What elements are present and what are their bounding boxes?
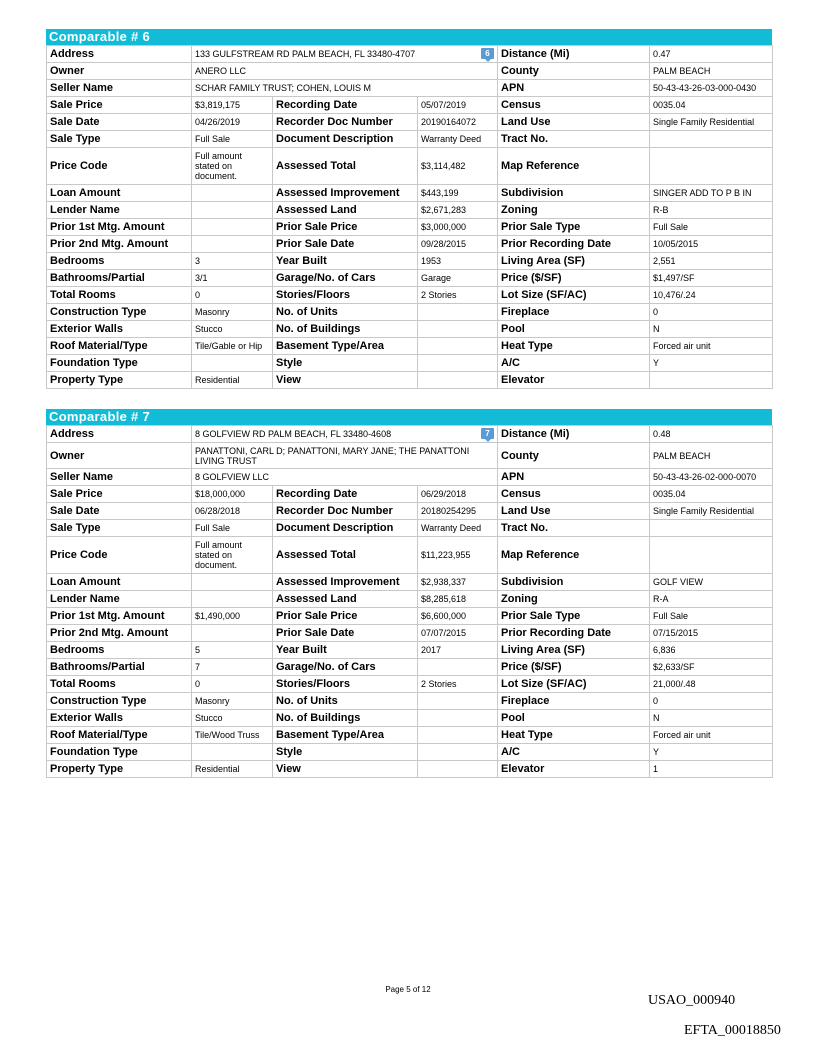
bathrooms-label: Bathrooms/Partial <box>47 659 192 676</box>
ac-label: A/C <box>498 355 650 372</box>
total-rooms-value: 0 <box>192 287 273 304</box>
bates-stamp-usao: USAO_000940 <box>648 993 736 1008</box>
page-number: Page 5 of 12 <box>385 985 431 994</box>
address-value: 133 GULFSTREAM RD PALM BEACH, FL 33480-4707 <box>195 49 416 59</box>
year-built-label: Year Built <box>273 642 418 659</box>
lender-name-value <box>192 591 273 608</box>
comparable-details-table <box>46 45 773 389</box>
view-value <box>418 372 498 389</box>
document-description-label: Document Description <box>273 131 418 148</box>
assessed-land-value: $8,285,618 <box>418 591 498 608</box>
document-description-label: Document Description <box>273 520 418 537</box>
foundation-type-value <box>192 355 273 372</box>
living-area-label: Living Area (SF) <box>498 642 650 659</box>
comparable-7-section <box>46 409 772 778</box>
distance-value: 0.47 <box>650 46 773 63</box>
view-label: View <box>273 372 418 389</box>
assessed-improvement-value: $2,938,337 <box>418 574 498 591</box>
property-type-label: Property Type <box>47 372 192 389</box>
sale-type-label: Sale Type <box>47 520 192 537</box>
owner-label: Owner <box>47 443 192 469</box>
elevator-label: Elevator <box>498 372 650 389</box>
heat-type-label: Heat Type <box>498 727 650 744</box>
prior-2nd-mtg-value <box>192 625 273 642</box>
living-area-value: 2,551 <box>650 253 773 270</box>
owner-value: PANATTONI, CARL D; PANATTONI, MARY JANE; THE PANATTONI LIVING TRUST <box>192 443 498 469</box>
prior-recording-date-label: Prior Recording Date <box>498 625 650 642</box>
construction-type-value: Masonry <box>192 693 273 710</box>
stories-label: Stories/Floors <box>273 676 418 693</box>
sale-type-label: Sale Type <box>47 131 192 148</box>
comparable-details-table <box>46 425 773 778</box>
zoning-label: Zoning <box>498 591 650 608</box>
stories-value: 2 Stories <box>418 676 498 693</box>
lot-size-value: 10,476/.24 <box>650 287 773 304</box>
recording-date-value: 05/07/2019 <box>418 97 498 114</box>
roof-material-label: Roof Material/Type <box>47 727 192 744</box>
apn-value: 50-43-43-26-03-000-0430 <box>650 80 773 97</box>
bedrooms-label: Bedrooms <box>47 253 192 270</box>
lender-name-label: Lender Name <box>47 202 192 219</box>
view-label: View <box>273 761 418 778</box>
sale-price-label: Sale Price <box>47 486 192 503</box>
county-value: PALM BEACH <box>650 63 773 80</box>
map-reference-label: Map Reference <box>498 537 650 574</box>
roof-material-value: Tile/Wood Truss <box>192 727 273 744</box>
recorder-doc-number-label: Recorder Doc Number <box>273 114 418 131</box>
ac-label: A/C <box>498 744 650 761</box>
land-use-value: Single Family Residential <box>650 503 773 520</box>
assessed-land-label: Assessed Land <box>273 591 418 608</box>
total-rooms-label: Total Rooms <box>47 287 192 304</box>
exterior-walls-value: Stucco <box>192 710 273 727</box>
zoning-value: R-B <box>650 202 773 219</box>
distance-value: 0.48 <box>650 426 773 443</box>
construction-type-value: Masonry <box>192 304 273 321</box>
seller-name-value: SCHAR FAMILY TRUST; COHEN, LOUIS M <box>192 80 498 97</box>
bates-stamp-efta: EFTA_00018850 <box>684 1023 781 1038</box>
basement-value <box>418 727 498 744</box>
census-label: Census <box>498 97 650 114</box>
price-sf-value: $2,633/SF <box>650 659 773 676</box>
garage-label: Garage/No. of Cars <box>273 270 418 287</box>
assessed-land-value: $2,671,283 <box>418 202 498 219</box>
view-value <box>418 761 498 778</box>
seller-name-label: Seller Name <box>47 469 192 486</box>
map-pin-icon: 7 <box>481 428 494 439</box>
total-rooms-label: Total Rooms <box>47 676 192 693</box>
fireplace-label: Fireplace <box>498 693 650 710</box>
county-label: County <box>498 443 650 469</box>
prior-1st-mtg-label: Prior 1st Mtg. Amount <box>47 219 192 236</box>
address-label: Address <box>47 426 192 443</box>
subdivision-label: Subdivision <box>498 185 650 202</box>
year-built-value: 2017 <box>418 642 498 659</box>
bedrooms-value: 3 <box>192 253 273 270</box>
document-description-value: Warranty Deed <box>418 131 498 148</box>
year-built-label: Year Built <box>273 253 418 270</box>
apn-value: 50-43-43-26-02-000-0070 <box>650 469 773 486</box>
comparable-title: Comparable # 7 <box>46 409 772 425</box>
no-of-units-label: No. of Units <box>273 693 418 710</box>
total-rooms-value: 0 <box>192 676 273 693</box>
lot-size-label: Lot Size (SF/AC) <box>498 287 650 304</box>
ac-value: Y <box>650 744 773 761</box>
prior-sale-price-label: Prior Sale Price <box>273 219 418 236</box>
style-value <box>418 355 498 372</box>
no-of-units-value <box>418 304 498 321</box>
prior-sale-price-value: $6,600,000 <box>418 608 498 625</box>
price-code-value: Full amount stated on document. <box>192 537 273 574</box>
comparable-title: Comparable # 6 <box>46 29 772 45</box>
heat-type-value: Forced air unit <box>650 727 773 744</box>
land-use-label: Land Use <box>498 114 650 131</box>
prior-1st-mtg-label: Prior 1st Mtg. Amount <box>47 608 192 625</box>
assessed-total-value: $11,223,955 <box>418 537 498 574</box>
tract-no-value <box>650 131 773 148</box>
prior-sale-type-label: Prior Sale Type <box>498 219 650 236</box>
tract-no-value <box>650 520 773 537</box>
heat-type-value: Forced air unit <box>650 338 773 355</box>
recording-date-label: Recording Date <box>273 486 418 503</box>
prior-2nd-mtg-label: Prior 2nd Mtg. Amount <box>47 236 192 253</box>
assessed-total-label: Assessed Total <box>273 148 418 185</box>
loan-amount-value <box>192 185 273 202</box>
sale-price-label: Sale Price <box>47 97 192 114</box>
heat-type-label: Heat Type <box>498 338 650 355</box>
apn-label: APN <box>498 469 650 486</box>
county-label: County <box>498 63 650 80</box>
comparable-6-section <box>46 29 772 389</box>
garage-value <box>418 659 498 676</box>
exterior-walls-value: Stucco <box>192 321 273 338</box>
subdivision-value: GOLF VIEW <box>650 574 773 591</box>
no-of-units-value <box>418 693 498 710</box>
owner-value: ANERO LLC <box>192 63 498 80</box>
sale-type-value: Full Sale <box>192 131 273 148</box>
loan-amount-label: Loan Amount <box>47 185 192 202</box>
assessed-improvement-label: Assessed Improvement <box>273 185 418 202</box>
prior-1st-mtg-value: $1,490,000 <box>192 608 273 625</box>
lender-name-label: Lender Name <box>47 591 192 608</box>
garage-label: Garage/No. of Cars <box>273 659 418 676</box>
foundation-type-label: Foundation Type <box>47 355 192 372</box>
county-value: PALM BEACH <box>650 443 773 469</box>
style-value <box>418 744 498 761</box>
property-type-value: Residential <box>192 372 273 389</box>
recorder-doc-number-label: Recorder Doc Number <box>273 503 418 520</box>
prior-sale-type-value: Full Sale <box>650 608 773 625</box>
elevator-value <box>650 372 773 389</box>
basement-label: Basement Type/Area <box>273 338 418 355</box>
style-label: Style <box>273 744 418 761</box>
recorder-doc-number-value: 20180254295 <box>418 503 498 520</box>
prior-2nd-mtg-label: Prior 2nd Mtg. Amount <box>47 625 192 642</box>
prior-2nd-mtg-value <box>192 236 273 253</box>
prior-recording-date-value: 10/05/2015 <box>650 236 773 253</box>
prior-recording-date-label: Prior Recording Date <box>498 236 650 253</box>
roof-material-value: Tile/Gable or Hip <box>192 338 273 355</box>
seller-name-label: Seller Name <box>47 80 192 97</box>
sale-price-value: $3,819,175 <box>192 97 273 114</box>
elevator-value: 1 <box>650 761 773 778</box>
sale-type-value: Full Sale <box>192 520 273 537</box>
prior-sale-price-value: $3,000,000 <box>418 219 498 236</box>
style-label: Style <box>273 355 418 372</box>
no-of-units-label: No. of Units <box>273 304 418 321</box>
sale-date-value: 06/28/2018 <box>192 503 273 520</box>
map-pin-icon: 6 <box>481 48 494 59</box>
pool-label: Pool <box>498 321 650 338</box>
prior-sale-type-value: Full Sale <box>650 219 773 236</box>
tract-no-label: Tract No. <box>498 131 650 148</box>
land-use-label: Land Use <box>498 503 650 520</box>
fireplace-value: 0 <box>650 693 773 710</box>
fireplace-value: 0 <box>650 304 773 321</box>
basement-value <box>418 338 498 355</box>
recorder-doc-number-value: 20190164072 <box>418 114 498 131</box>
sale-date-label: Sale Date <box>47 503 192 520</box>
bathrooms-label: Bathrooms/Partial <box>47 270 192 287</box>
zoning-value: R-A <box>650 591 773 608</box>
prior-sale-date-label: Prior Sale Date <box>273 625 418 642</box>
assessed-total-label: Assessed Total <box>273 537 418 574</box>
foundation-type-value <box>192 744 273 761</box>
bathrooms-value: 3/1 <box>192 270 273 287</box>
loan-amount-label: Loan Amount <box>47 574 192 591</box>
sale-date-label: Sale Date <box>47 114 192 131</box>
distance-label: Distance (Mi) <box>498 426 650 443</box>
prior-sale-type-label: Prior Sale Type <box>498 608 650 625</box>
assessed-improvement-value: $443,199 <box>418 185 498 202</box>
exterior-walls-label: Exterior Walls <box>47 321 192 338</box>
living-area-value: 6,836 <box>650 642 773 659</box>
price-sf-label: Price ($/SF) <box>498 270 650 287</box>
prior-recording-date-value: 07/15/2015 <box>650 625 773 642</box>
assessed-total-value: $3,114,482 <box>418 148 498 185</box>
recording-date-label: Recording Date <box>273 97 418 114</box>
recording-date-value: 06/29/2018 <box>418 486 498 503</box>
pool-value: N <box>650 710 773 727</box>
distance-label: Distance (Mi) <box>498 46 650 63</box>
sale-date-value: 04/26/2019 <box>192 114 273 131</box>
property-type-value: Residential <box>192 761 273 778</box>
prior-sale-price-label: Prior Sale Price <box>273 608 418 625</box>
exterior-walls-label: Exterior Walls <box>47 710 192 727</box>
garage-value: Garage <box>418 270 498 287</box>
elevator-label: Elevator <box>498 761 650 778</box>
no-of-buildings-label: No. of Buildings <box>273 710 418 727</box>
construction-type-label: Construction Type <box>47 693 192 710</box>
bathrooms-value: 7 <box>192 659 273 676</box>
lot-size-value: 21,000/.48 <box>650 676 773 693</box>
assessed-land-label: Assessed Land <box>273 202 418 219</box>
no-of-buildings-value <box>418 710 498 727</box>
ac-value: Y <box>650 355 773 372</box>
lender-name-value <box>192 202 273 219</box>
land-use-value: Single Family Residential <box>650 114 773 131</box>
pool-label: Pool <box>498 710 650 727</box>
fireplace-label: Fireplace <box>498 304 650 321</box>
bedrooms-label: Bedrooms <box>47 642 192 659</box>
price-code-label: Price Code <box>47 537 192 574</box>
price-code-value: Full amount stated on document. <box>192 148 273 185</box>
price-sf-label: Price ($/SF) <box>498 659 650 676</box>
map-reference-value <box>650 148 773 185</box>
prior-sale-date-value: 09/28/2015 <box>418 236 498 253</box>
lot-size-label: Lot Size (SF/AC) <box>498 676 650 693</box>
roof-material-label: Roof Material/Type <box>47 338 192 355</box>
subdivision-value: SINGER ADD TO P B IN <box>650 185 773 202</box>
apn-label: APN <box>498 80 650 97</box>
sale-price-value: $18,000,000 <box>192 486 273 503</box>
prior-sale-date-value: 07/07/2015 <box>418 625 498 642</box>
subdivision-label: Subdivision <box>498 574 650 591</box>
foundation-type-label: Foundation Type <box>47 744 192 761</box>
bedrooms-value: 5 <box>192 642 273 659</box>
basement-label: Basement Type/Area <box>273 727 418 744</box>
seller-name-value: 8 GOLFVIEW LLC <box>192 469 498 486</box>
no-of-buildings-value <box>418 321 498 338</box>
living-area-label: Living Area (SF) <box>498 253 650 270</box>
stories-value: 2 Stories <box>418 287 498 304</box>
address-label: Address <box>47 46 192 63</box>
document-description-value: Warranty Deed <box>418 520 498 537</box>
tract-no-label: Tract No. <box>498 520 650 537</box>
census-label: Census <box>498 486 650 503</box>
pool-value: N <box>650 321 773 338</box>
assessed-improvement-label: Assessed Improvement <box>273 574 418 591</box>
property-type-label: Property Type <box>47 761 192 778</box>
year-built-value: 1953 <box>418 253 498 270</box>
census-value: 0035.04 <box>650 486 773 503</box>
map-reference-value <box>650 537 773 574</box>
construction-type-label: Construction Type <box>47 304 192 321</box>
stories-label: Stories/Floors <box>273 287 418 304</box>
prior-1st-mtg-value <box>192 219 273 236</box>
owner-label: Owner <box>47 63 192 80</box>
census-value: 0035.04 <box>650 97 773 114</box>
price-sf-value: $1,497/SF <box>650 270 773 287</box>
map-reference-label: Map Reference <box>498 148 650 185</box>
address-value: 8 GOLFVIEW RD PALM BEACH, FL 33480-4608 <box>195 429 392 439</box>
price-code-label: Price Code <box>47 148 192 185</box>
prior-sale-date-label: Prior Sale Date <box>273 236 418 253</box>
no-of-buildings-label: No. of Buildings <box>273 321 418 338</box>
loan-amount-value <box>192 574 273 591</box>
zoning-label: Zoning <box>498 202 650 219</box>
